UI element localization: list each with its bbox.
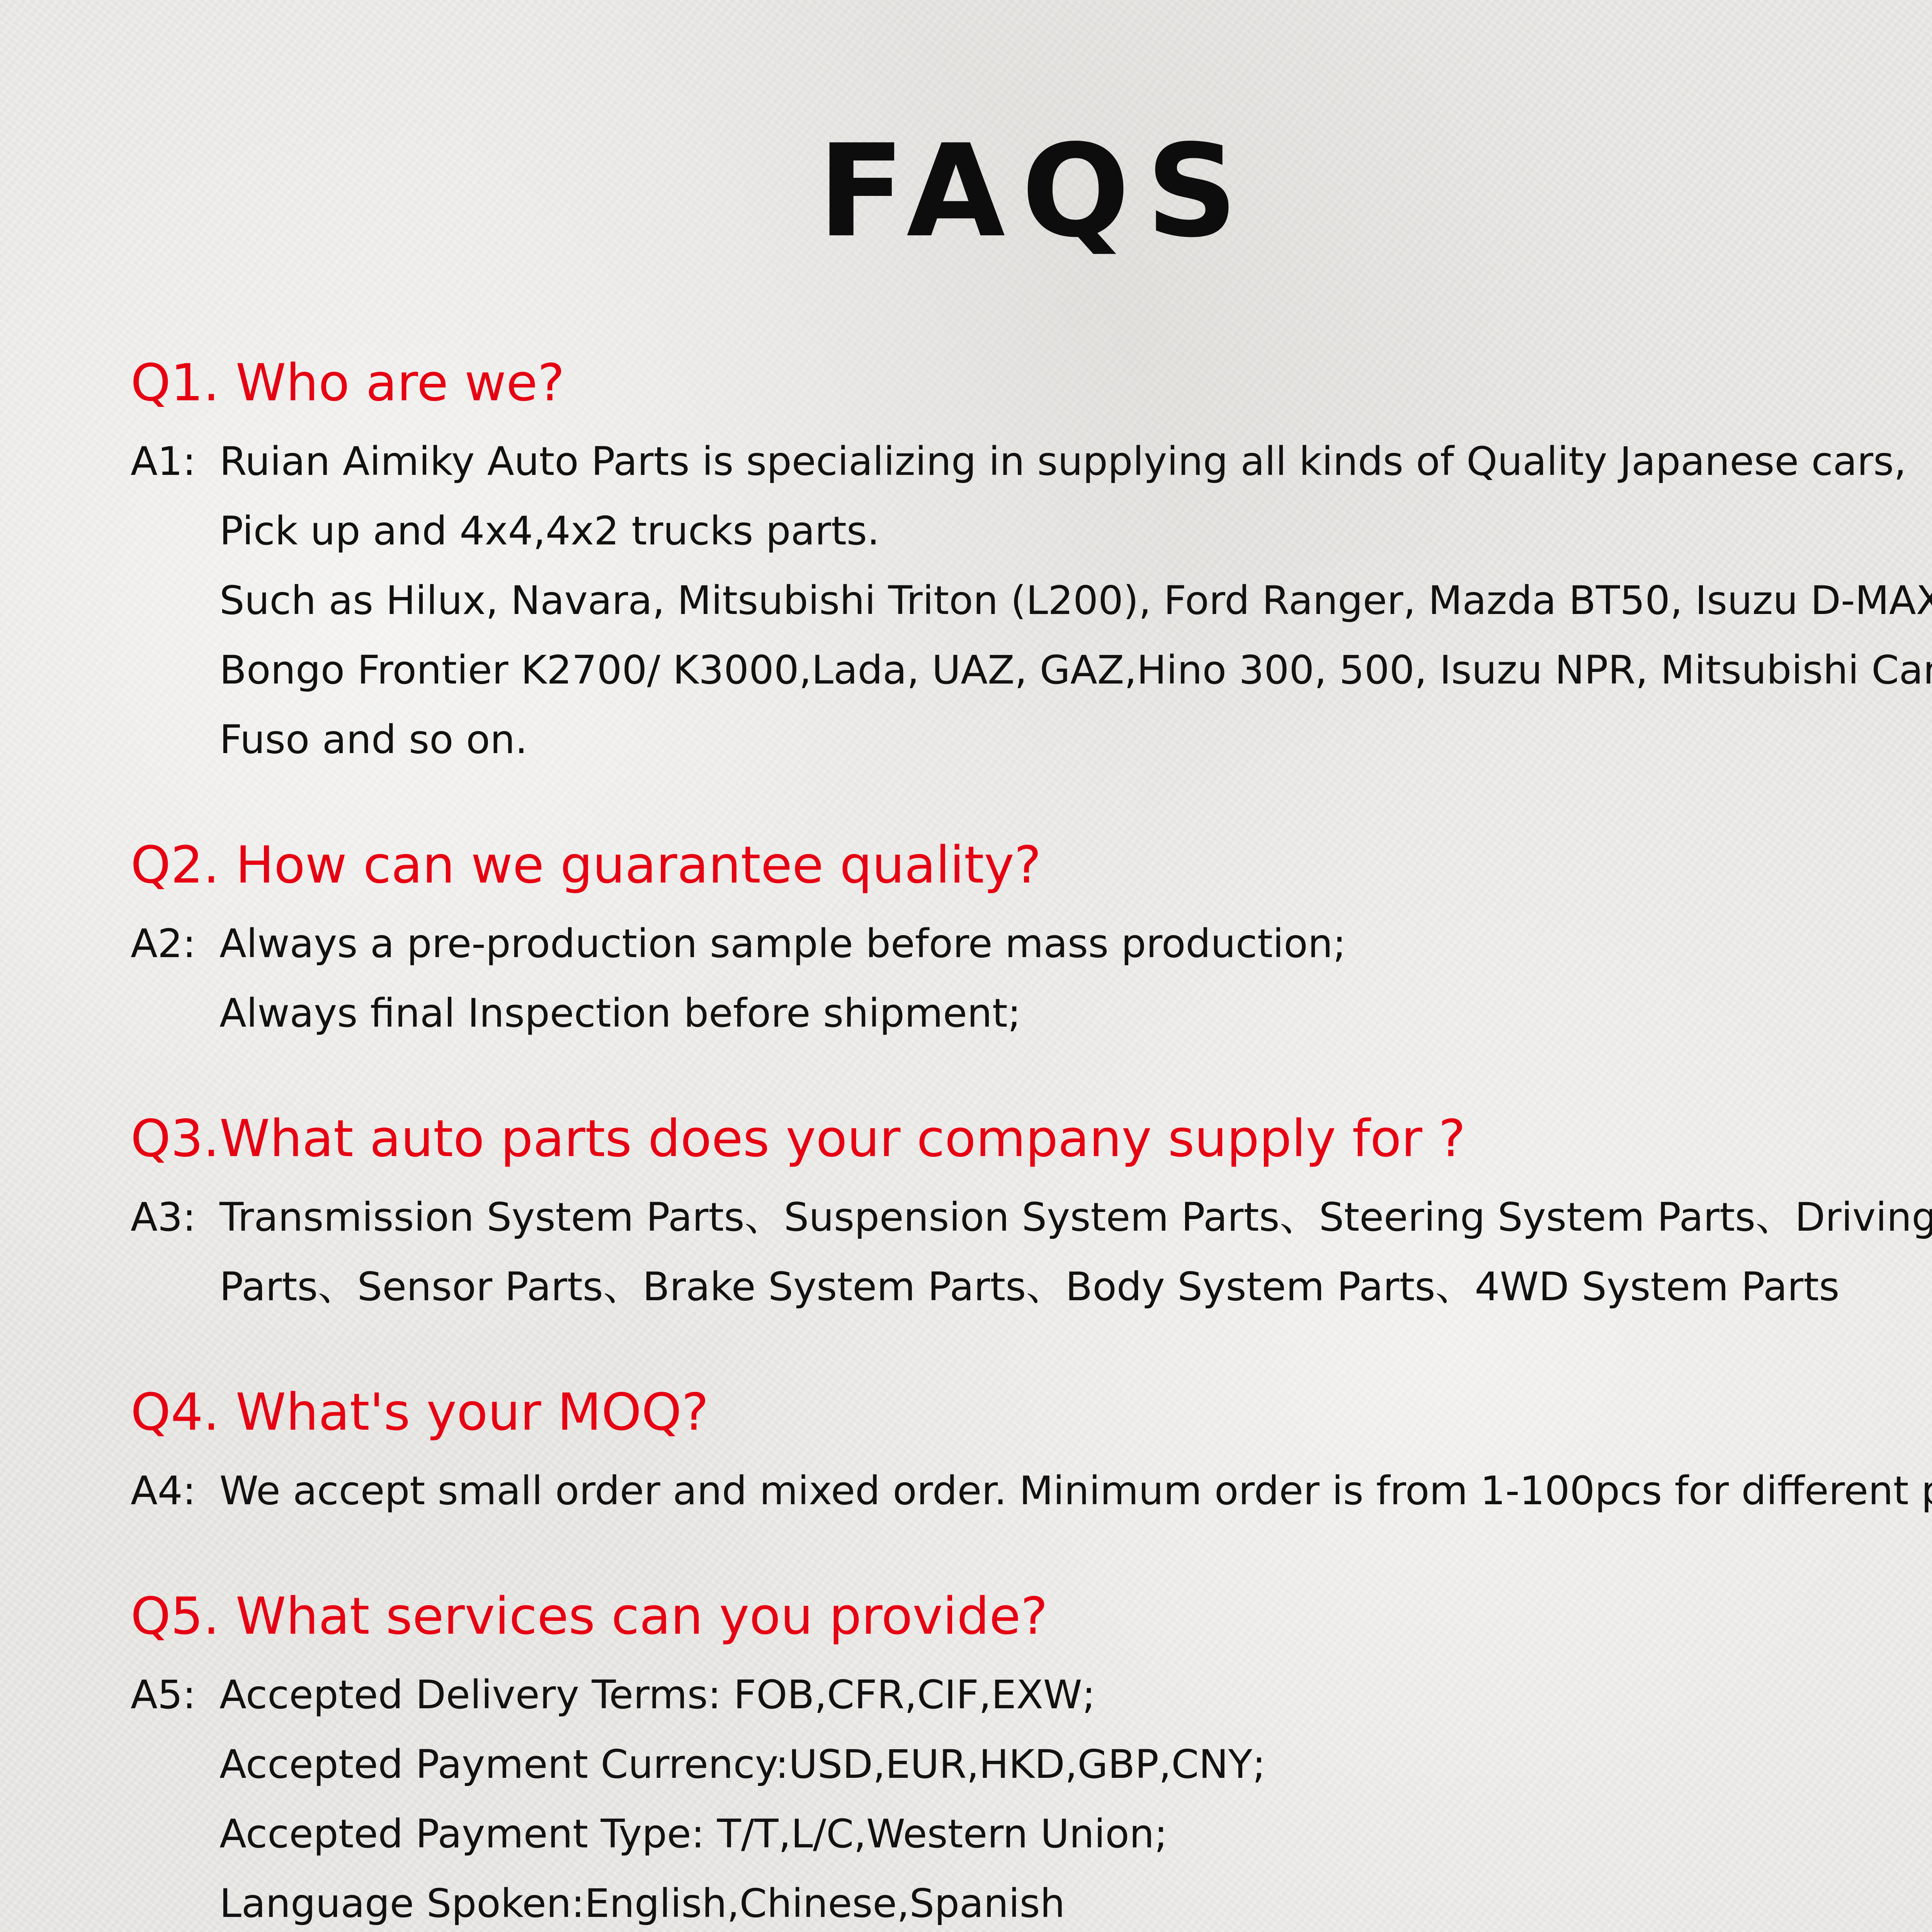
question-5: Q5. What services can you provide?: [131, 1591, 1932, 1642]
answer-label-2: A2:: [131, 909, 219, 979]
answer-label-4: A4:: [131, 1456, 219, 1526]
answer-label-3: A3:: [131, 1183, 219, 1252]
answer-line: Always final Inspection before shipment;: [219, 979, 1932, 1048]
answer-line: Ruian Aimiky Auto Parts is specializing in supplying all kinds of Quality Japanese cars,: [219, 427, 1932, 497]
question-2: Q2. How can we guarantee quality?: [131, 840, 1932, 891]
question-1: Q1. Who are we?: [131, 357, 1932, 408]
answer-line: Language Spoken:English,Chinese,Spanish: [219, 1869, 1932, 1932]
question-4: Q4. What's your MOQ?: [131, 1387, 1932, 1438]
answer-label-5: A5:: [131, 1660, 219, 1730]
answer-line: Accepted Payment Currency:USD,EUR,HKD,GBP,CNY;: [219, 1730, 1932, 1799]
answer-line: Accepted Payment Type: T/T,L/C,Western Union;: [219, 1799, 1932, 1869]
answer-line: Bongo Frontier K2700/ K3000,Lada, UAZ, GAZ,Hino 300, 500, Isuzu NPR, Mitsubishi Canter: [219, 636, 1932, 705]
answer-line: Fuso and so on.: [219, 705, 1932, 775]
answer-line: Accepted Delivery Terms: FOB,CFR,CIF,EXW;: [219, 1660, 1932, 1730]
answer-label-1: A1:: [131, 427, 219, 497]
answer-line: Always a pre-production sample before mass production;: [219, 909, 1932, 979]
answer-line: Parts、Sensor Parts、Brake System Parts、Body System Parts、4WD System Parts: [219, 1252, 1932, 1322]
answer-line: Pick up and 4x4,4x2 trucks parts.: [219, 497, 1932, 566]
answer-line: Transmission System Parts、Suspension System Parts、Steering System Parts、Driving System: [219, 1183, 1932, 1252]
page-title: FAQS: [0, 128, 1932, 255]
answer-line: We accept small order and mixed order. Minimum order is from 1-100pcs for different parts.: [219, 1456, 1932, 1526]
answer-line: Such as Hilux, Navara, Mitsubishi Triton (L200), Ford Ranger, Mazda BT50, Isuzu D-MAX, Kia: [219, 566, 1932, 636]
question-3: Q3.What auto parts does your company supply for ?: [131, 1113, 1932, 1164]
